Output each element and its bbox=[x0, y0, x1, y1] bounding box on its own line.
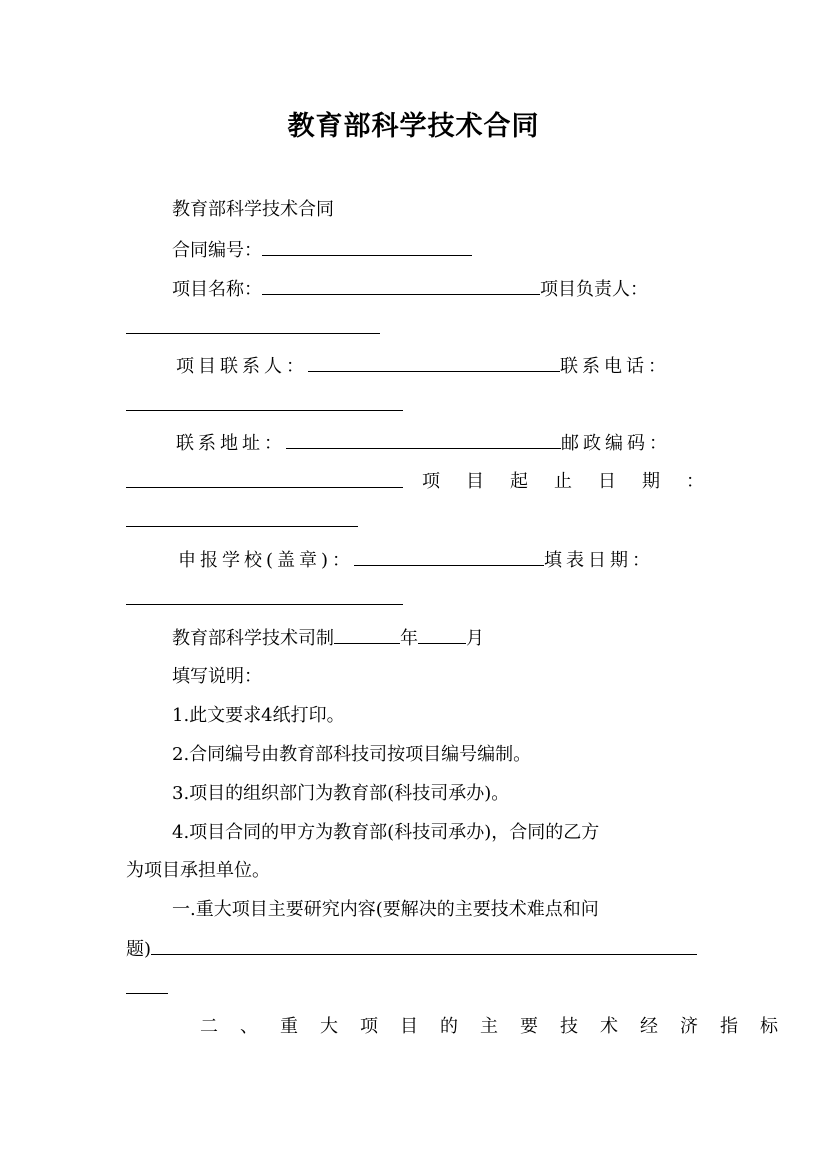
issuer-row bbox=[172, 626, 484, 651]
contact-person-row bbox=[176, 354, 670, 379]
section-2-heading: 二、重大项目的主要技术经济指标 bbox=[200, 1016, 800, 1037]
month-blank bbox=[418, 626, 466, 644]
project-leader-blank bbox=[126, 316, 380, 334]
section-1-line-2 bbox=[126, 937, 697, 962]
fill-date-row bbox=[126, 587, 403, 612]
section-1-line-1: 一.重大项目主要研究内容(要解决的主要技术难点和问 bbox=[172, 899, 599, 920]
contact-person-blank bbox=[308, 354, 560, 372]
instruction-4-line-2: 为项目承担单位。 bbox=[126, 860, 270, 881]
contact-phone-row bbox=[126, 393, 403, 418]
issuer-text: 教育部科学技术司制 bbox=[172, 628, 334, 649]
project-leader-label: 项目负责人： bbox=[540, 279, 648, 300]
instruction-1: 1.此文要求4纸打印。 bbox=[172, 705, 345, 726]
document-title: 教育部科学技术合同 bbox=[287, 111, 540, 142]
address-label: 联系地址： bbox=[176, 433, 286, 454]
month-label: 月 bbox=[466, 628, 484, 649]
year-label: 年 bbox=[400, 628, 418, 649]
section-1-blank-continued bbox=[126, 976, 168, 994]
postcode-period-row bbox=[126, 470, 730, 495]
instruction-2: 2.合同编号由教育部科技司按项目编号编制。 bbox=[172, 744, 532, 765]
instruction-3: 3.项目的组织部门为教育部(科技司承办)。 bbox=[172, 783, 510, 804]
postcode-label: 邮政编码： bbox=[561, 433, 671, 454]
postcode-blank bbox=[126, 470, 403, 488]
contact-phone-label: 联系电话： bbox=[560, 356, 670, 377]
school-label: 申报学校(盖章)： bbox=[178, 550, 355, 571]
section-1-blank bbox=[151, 937, 697, 955]
school-row bbox=[178, 548, 654, 573]
school-blank bbox=[354, 548, 544, 566]
instruction-4-line-1: 4.项目合同的甲方为教育部(科技司承办)，合同的乙方 bbox=[172, 822, 600, 843]
project-name-label: 项目名称： bbox=[172, 279, 262, 300]
contact-person-label: 项目联系人： bbox=[176, 356, 308, 377]
project-period-label: 项目起止日期： bbox=[422, 471, 730, 492]
address-row bbox=[176, 431, 671, 456]
fill-date-blank bbox=[126, 587, 403, 605]
contract-number-blank bbox=[262, 238, 472, 256]
project-period-blank-row bbox=[126, 509, 358, 534]
year-blank bbox=[334, 626, 400, 644]
project-name-row bbox=[172, 277, 648, 302]
project-name-blank bbox=[262, 277, 540, 295]
project-leader-row bbox=[126, 316, 380, 341]
contact-phone-blank bbox=[126, 393, 403, 411]
address-blank bbox=[286, 431, 561, 449]
contract-heading: 教育部科学技术合同 bbox=[172, 199, 334, 220]
fill-date-label: 填表日期： bbox=[544, 550, 655, 571]
section-1-suffix: 题) bbox=[126, 939, 152, 960]
contract-number-label: 合同编号： bbox=[172, 240, 262, 261]
instructions-title: 填写说明： bbox=[172, 666, 262, 687]
section-1-line-3 bbox=[126, 976, 168, 1001]
project-period-blank bbox=[126, 509, 358, 527]
contract-number-row bbox=[172, 238, 472, 263]
